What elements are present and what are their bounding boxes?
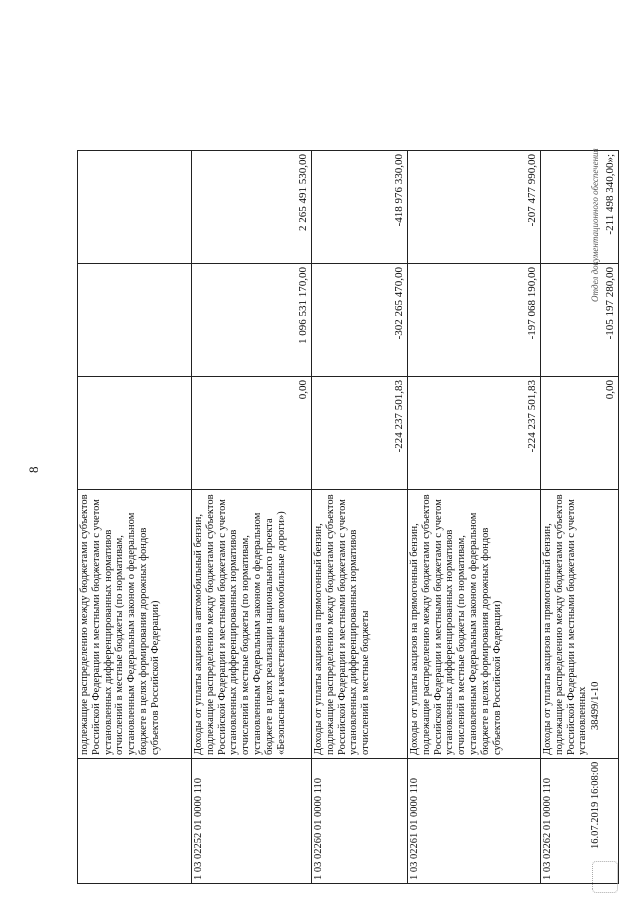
description-cell: Доходы от уплаты акцизов на автомобильный бензин, подлежащие распределению между бюджетами субъектов Российской Федерации и местными бюджетами с учетом установленных дифференцированных нормативов отчислений в местные бюджеты (по нормативам, установленным Федеральным законом о федеральном бюджете в целях реализации национального проекта «Безопасные и качественные автомобильные дороги») [192, 490, 312, 759]
value-cell-1: -224 237 501,83 [312, 377, 408, 490]
code-cell [78, 759, 192, 884]
description-cell: Доходы от уплаты акцизов на прямогонный бензин, подлежащие распределению между бюджетами субъектов Российской Федерации и местными бюджетами с учетом установленных дифференцированных нормативов отчислений в местные бюджеты [312, 490, 408, 759]
value-cell-2: 1 096 531 170,00 [192, 264, 312, 377]
code-cell: 1 03 02262 01 0000 110 [541, 759, 619, 884]
table-row [541, 151, 619, 884]
value-cell-3: -418 976 330,00 [312, 151, 408, 264]
table-row [408, 151, 541, 884]
budget-table [77, 150, 619, 884]
value-cell-2: -105 197 280,00 [541, 264, 619, 377]
code-cell: 1 03 02260 01 0000 110 [312, 759, 408, 884]
value-cell-2 [78, 264, 192, 377]
value-cell-1: 0,00 [192, 377, 312, 490]
value-cell-1 [78, 377, 192, 490]
value-cell-1: -224 237 501,83 [408, 377, 541, 490]
seal-mark [592, 861, 618, 893]
value-cell-3 [78, 151, 192, 264]
value-cell-3: -211 498 340,00»; [541, 151, 619, 264]
description-cell: Доходы от уплаты акцизов на прямогонный бензин, подлежащие распределению между бюджетами субъектов Российской Федерации и местными бюджетами с учетом установленных дифференцированных нормативов отчислений в местные бюджеты (по нормативам, установленным Федеральным законом о федеральном бюджете в целях формирования дорожных фондов субъектов Российской Федерации) [408, 490, 541, 759]
page-number: 8 [26, 466, 41, 473]
table-row [192, 151, 312, 884]
description-cell: подлежащие распределению между бюджетами субъектов Российской Федерации и местными бюджетами с учетом установленных дифференцированных нормативов отчислений в местные бюджеты (по нормативам, установленным Федеральным законом о федеральном бюджете в целях формирования дорожных фондов субъектов Российской Федерации) [78, 490, 192, 759]
footer-doc-number: 38499/1-10 [590, 681, 601, 730]
value-cell-2: -197 068 190,00 [408, 264, 541, 377]
footer-date: 16.07.2019 16:08:00 [590, 761, 601, 849]
value-cell-3: 2 265 491 530,00 [192, 151, 312, 264]
value-cell-1: 0,00 [541, 377, 619, 490]
table-row [78, 151, 192, 884]
value-cell-2: -302 265 470,00 [312, 264, 408, 377]
code-cell: 1 03 02252 01 0000 110 [192, 759, 312, 884]
code-cell: 1 03 02261 01 0000 110 [408, 759, 541, 884]
table-row [312, 151, 408, 884]
value-cell-3: -207 477 990,00 [408, 151, 541, 264]
description-cell: Доходы от уплаты акцизов на прямогонный бензин, подлежащие распределению между бюджетами субъектов Российской Федерации и местными бюджетами с учетом установленных [541, 490, 619, 759]
department-stamp: Отдел документационного обеспечения [590, 148, 600, 302]
